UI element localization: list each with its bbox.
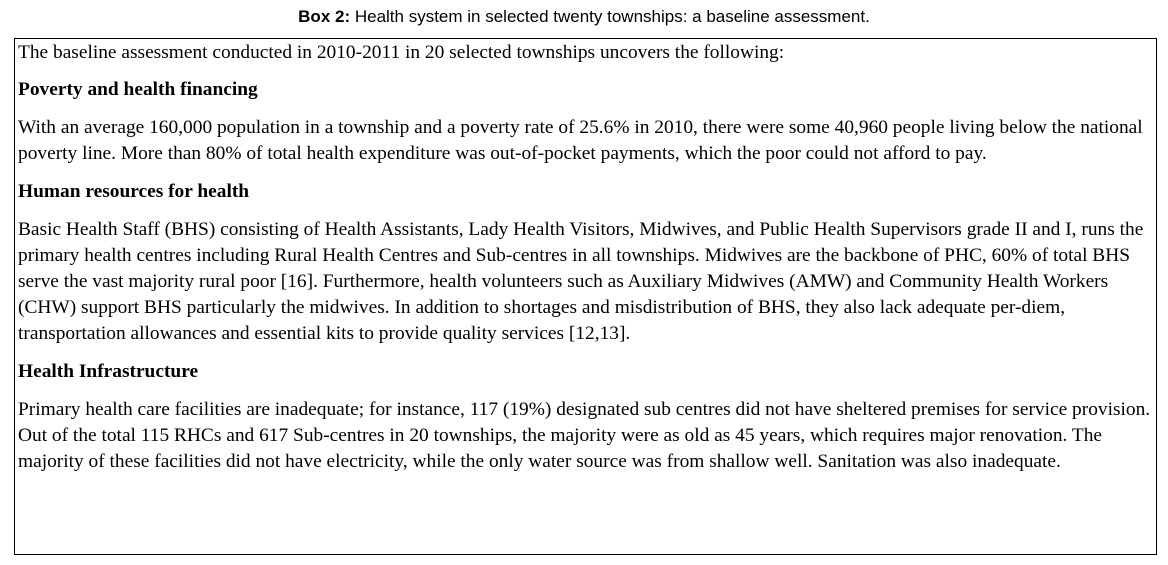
- section-text-infrastructure: Primary health care facilities are inadequate; for instance, 117 (19%) designated sub centres did not have sheltered premises for service provision. Out of the total 115 RHCs and 617 Sub-centres in 20 townships, the majority were as old as 45 years, which requires major renovation. The majority of these facilities did not have electricity, while the only water source was from shallow well. Sanitation was also inadequate.: [18, 399, 1151, 472]
- baseline-assessment-box: [14, 38, 1157, 555]
- box-caption-label: Box 2:: [298, 7, 351, 26]
- box-caption-title: Health system in selected twenty townships: a baseline assessment.: [350, 7, 870, 26]
- section-heading-poverty: Poverty and health financing: [18, 79, 258, 100]
- box-caption: [0, 6, 1168, 28]
- intro-paragraph: The baseline assessment conducted in 2010-2011 in 20 selected townships uncovers the following:: [18, 42, 785, 63]
- section-heading-infrastructure: Health Infrastructure: [18, 361, 199, 382]
- section-text-human-resources: Basic Health Staff (BHS) consisting of Health Assistants, Lady Health Visitors, Midwives, and Public Health Supervisors grade II and I, runs the primary health centres including Rural Health Centres and Sub-centres in all townships. Midwives are the backbone of PHC, 60% of total BHS serve the vast majority rural poor [16]. Furthermore, health volunteers such as Auxiliary Midwives (AMW) and Community Health Workers (CHW) support BHS particularly the midwives. In addition to shortages and misdistribution of BHS, they also lack adequate per-diem, transportation allowances and essential kits to provide quality services [12,13].: [18, 219, 1144, 344]
- section-heading-human-resources: Human resources for health: [18, 181, 250, 202]
- section-text-poverty: With an average 160,000 population in a township and a poverty rate of 25.6% in 2010, there were some 40,960 people living below the national poverty line. More than 80% of total health expenditure was out-of-pocket payments, which the poor could not afford to pay.: [18, 117, 1143, 164]
